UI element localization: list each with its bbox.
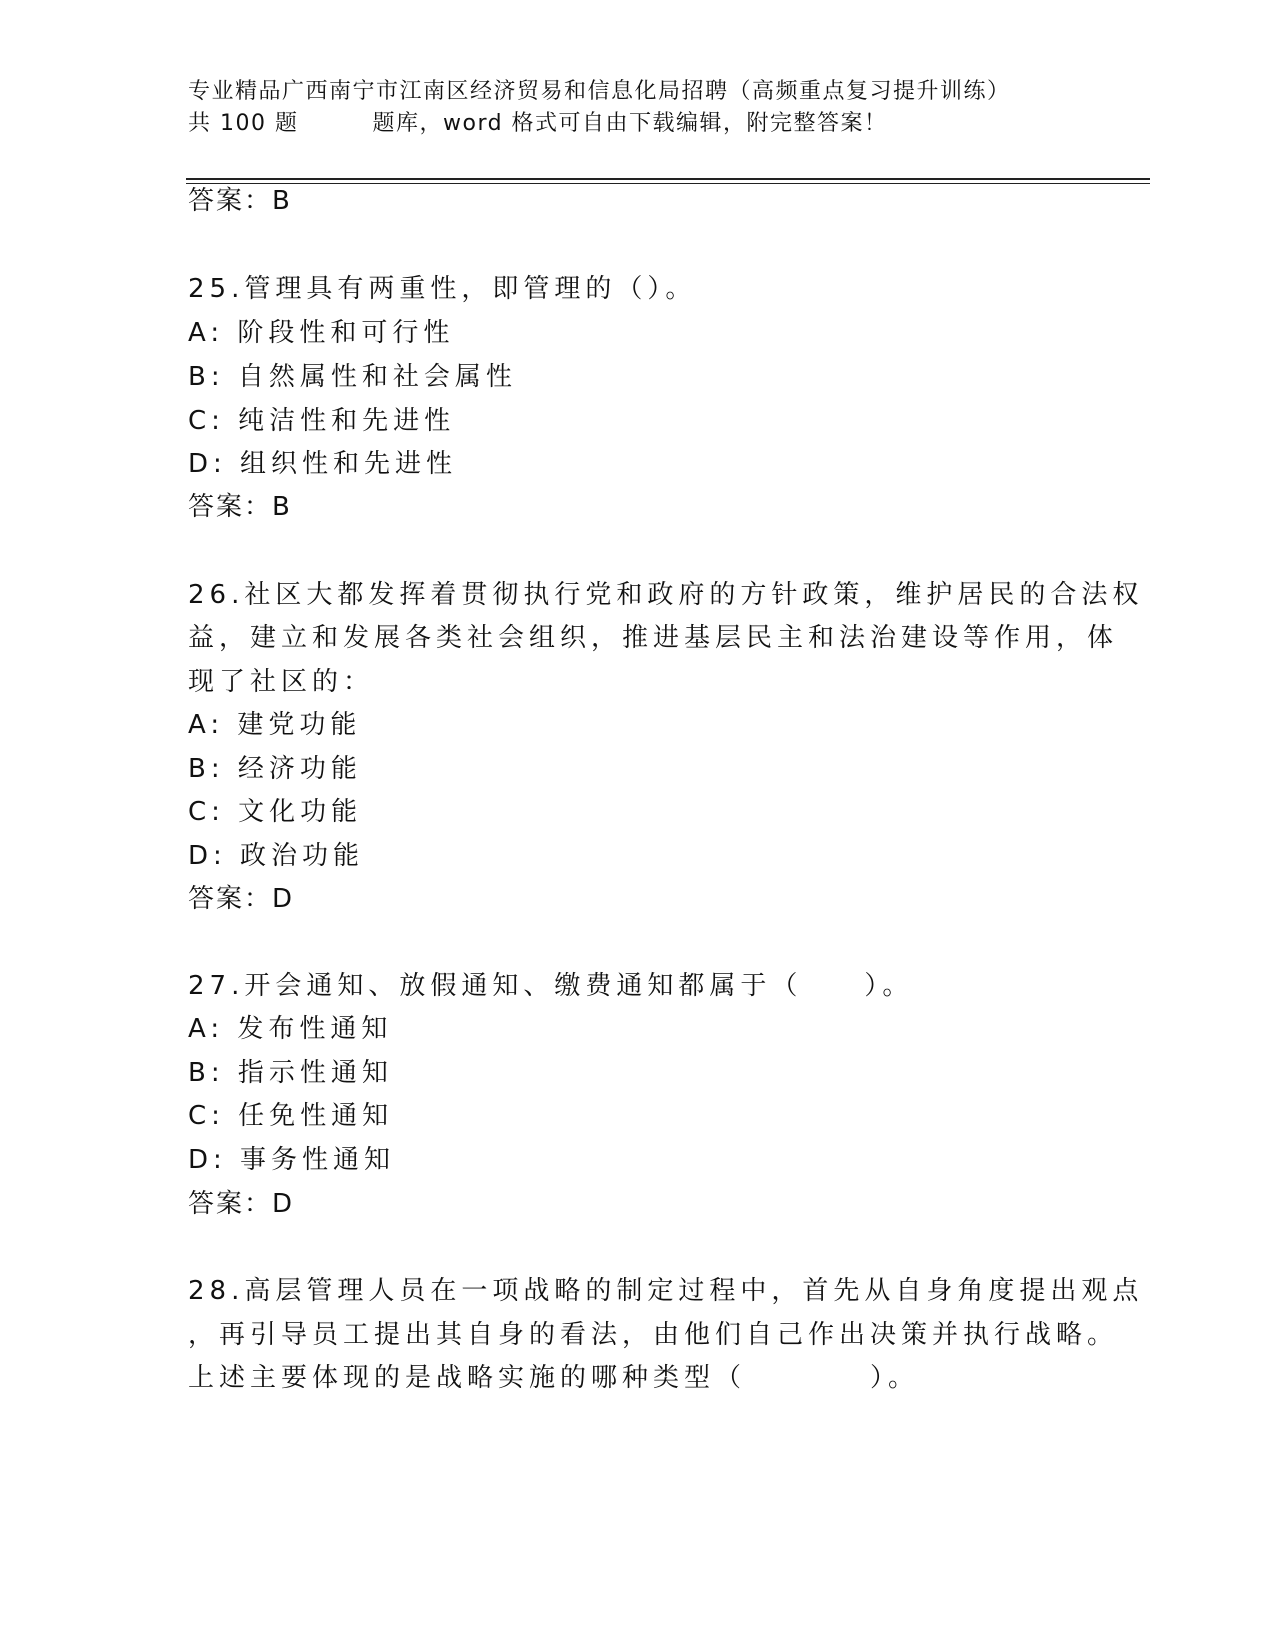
question-26-option-c: C: 文化功能 [188, 797, 363, 827]
header-divider-thin [186, 183, 1150, 184]
header-subtitle [188, 108, 1148, 140]
question-26-stem-line-2: 益，建立和发展各类社会组织，推进基层民主和法治建设等作用，体 [188, 623, 1119, 653]
question-25-option-a: A: 阶段性和可行性 [188, 318, 455, 348]
question-25-option-b: B: 自然属性和社会属性 [188, 362, 517, 392]
document-header [188, 76, 1148, 140]
question-25-option-d: D: 组织性和先进性 [188, 449, 458, 479]
header-title: 专业精品广西南宁市江南区经济贸易和信息化局招聘（高频重点复习提升训练） [188, 79, 1011, 104]
question-27-option-c: C: 任免性通知 [188, 1101, 394, 1131]
question-27-answer: 答案：D [188, 1189, 295, 1219]
question-25-stem: 25.管理具有两重性，即管理的（）。 [188, 274, 697, 304]
question-27-stem: 27.开会通知、放假通知、缴费通知都属于（ ）。 [188, 971, 914, 1001]
question-28-stem-line-3: 上述主要体现的是战略实施的哪种类型（ ）。 [188, 1363, 920, 1393]
question-26-stem-line-3: 现了社区的： [188, 667, 375, 697]
question-27-option-a: A: 发布性通知 [188, 1014, 393, 1044]
question-27-option-d: D: 事务性通知 [188, 1145, 396, 1175]
question-26-option-a: A: 建党功能 [188, 710, 362, 740]
question-25-answer: 答案：B [188, 492, 292, 522]
header-divider-thick [186, 178, 1150, 180]
question-26-answer: 答案：D [188, 884, 295, 914]
question-25-option-c: C: 纯洁性和先进性 [188, 406, 456, 436]
question-28-stem-line-2: ，再引导员工提出其自身的看法，由他们自己作出决策并执行战略。 [188, 1320, 1119, 1350]
previous-answer: 答案：B [188, 186, 292, 216]
question-27-option-b: B: 指示性通知 [188, 1058, 393, 1088]
question-26-stem-line-1: 26.社区大都发挥着贯彻执行党和政府的方针政策，维护居民的合法权 [188, 580, 1144, 610]
header-count: 共 100 题 [188, 111, 299, 136]
question-26-option-b: B: 经济功能 [188, 754, 362, 784]
header-note: 题库，word 格式可自由下载编辑，附完整答案！ [372, 111, 888, 136]
question-28-stem-line-1: 28.高层管理人员在一项战略的制定过程中，首先从自身角度提出观点 [188, 1276, 1144, 1306]
question-26-option-d: D: 政治功能 [188, 841, 365, 871]
